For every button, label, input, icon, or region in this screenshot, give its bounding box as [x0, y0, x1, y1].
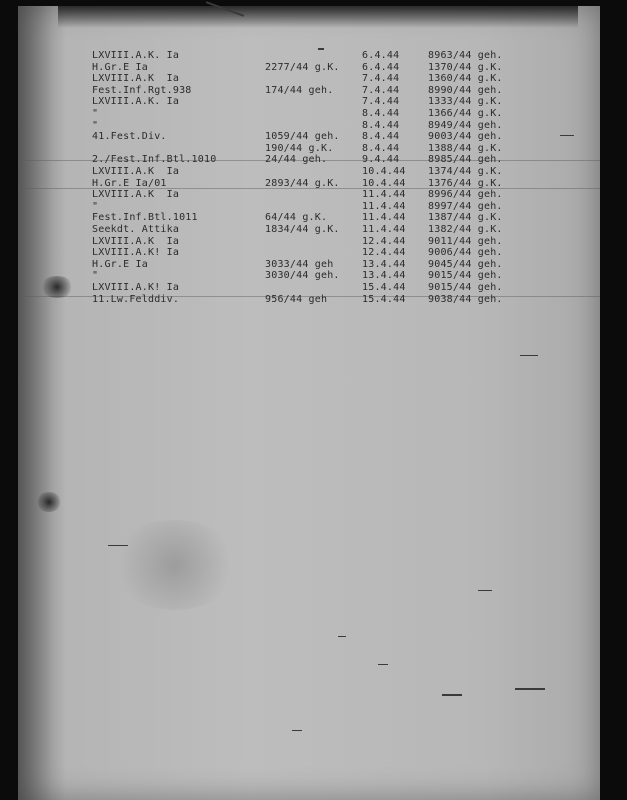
journal-number-cell: 8996/44 geh.	[428, 189, 503, 201]
date-cell: 11.4.44	[362, 189, 406, 201]
journal-number-cell: 9011/44 geh.	[428, 235, 503, 247]
date-cell: 8.4.44	[362, 131, 400, 143]
unit-cell: H.Gr.E Ia/01	[92, 177, 167, 189]
unit-cell: H.Gr.E Ia	[92, 258, 148, 270]
journal-number-cell: 9006/44 geh.	[428, 247, 503, 259]
log-row	[0, 131, 600, 143]
journal-number-cell: 1374/44 g.K.	[428, 166, 503, 177]
unit-cell: LXVIII.A.K. Ia	[92, 50, 180, 61]
reference-cell: 64/44 g.K.	[265, 212, 328, 224]
scan-speck	[560, 135, 574, 136]
log-row	[0, 270, 600, 282]
reference-cell: 1059/44 geh.	[265, 131, 340, 143]
log-row	[0, 201, 600, 213]
reference-cell: 2277/44 g.K.	[265, 61, 340, 73]
journal-number-cell: 8985/44 geh.	[428, 154, 503, 166]
scan-speck	[318, 48, 324, 50]
reference-cell: 174/44 geh.	[265, 84, 334, 96]
journal-number-cell: 9038/44 geh.	[428, 293, 503, 305]
log-row	[0, 154, 600, 166]
date-cell: 11.4.44	[362, 200, 406, 212]
date-cell: 8.4.44	[362, 142, 400, 154]
log-row	[0, 166, 600, 178]
log-row	[0, 96, 600, 108]
date-cell: 6.4.44	[362, 61, 400, 73]
date-cell: 7.4.44	[362, 84, 400, 96]
page-edge-shadow	[58, 6, 578, 28]
date-cell: 8.4.44	[362, 119, 400, 131]
unit-cell: "	[92, 108, 99, 119]
journal-number-cell: 1333/44 g.K.	[428, 96, 503, 108]
unit-cell: LXVIII.A.K! Ia	[92, 247, 180, 259]
scan-speck	[520, 355, 538, 356]
journal-number-cell: 1387/44 g.K.	[428, 212, 503, 224]
date-cell: 15.4.44	[362, 282, 406, 293]
journal-number-cell: 1370/44 g.K.	[428, 61, 503, 73]
log-row	[0, 62, 600, 74]
date-cell: 9.4.44	[362, 154, 400, 166]
date-cell: 8.4.44	[362, 108, 400, 119]
unit-cell: Fest.Inf.Rgt.938	[92, 84, 192, 96]
reference-cell: 956/44 geh	[265, 293, 328, 305]
scan-speck	[378, 664, 388, 665]
unit-cell: LXVIII.A.K Ia	[92, 166, 180, 177]
unit-cell: 2./Fest.Inf.Btl.1010	[92, 154, 217, 166]
log-row	[0, 259, 600, 271]
date-cell: 12.4.44	[362, 235, 406, 247]
scan-speck	[442, 694, 462, 696]
scan-speck	[515, 688, 545, 690]
journal-number-cell: 8997/44 geh.	[428, 200, 503, 212]
log-row	[0, 108, 600, 120]
date-cell: 15.4.44	[362, 293, 406, 305]
scan-speck	[338, 636, 346, 637]
journal-number-cell: 1388/44 g.K.	[428, 142, 503, 154]
log-row	[0, 120, 600, 132]
unit-cell: "	[92, 119, 99, 131]
log-row	[0, 247, 600, 259]
log-row	[0, 50, 600, 62]
date-cell: 12.4.44	[362, 247, 406, 259]
log-row	[0, 212, 600, 224]
journal-number-cell: 8949/44 geh.	[428, 119, 503, 131]
date-cell: 13.4.44	[362, 258, 406, 270]
journal-number-cell: 1376/44 g.K.	[428, 177, 503, 189]
log-row	[0, 143, 600, 155]
log-row	[0, 282, 600, 294]
journal-number-cell: 9015/44 geh.	[428, 270, 503, 282]
scan-speck	[292, 730, 302, 731]
log-row	[0, 178, 600, 190]
journal-number-cell: 1382/44 g.K.	[428, 224, 503, 235]
date-cell: 13.4.44	[362, 270, 406, 282]
log-row	[0, 73, 600, 85]
journal-number-cell: 9003/44 geh.	[428, 131, 503, 143]
journal-number-cell: 8990/44 geh.	[428, 84, 503, 96]
page-smudge	[110, 520, 240, 610]
date-cell: 10.4.44	[362, 177, 406, 189]
unit-cell: "	[92, 270, 99, 282]
date-cell: 11.4.44	[362, 212, 406, 224]
reference-cell: 3030/44 geh.	[265, 270, 340, 282]
journal-number-cell: 9015/44 geh.	[428, 282, 503, 293]
log-row	[0, 189, 600, 201]
reference-cell: 2893/44 g.K.	[265, 177, 340, 189]
log-row	[0, 236, 600, 248]
unit-cell: "	[92, 200, 99, 212]
scan-speck	[478, 590, 492, 591]
unit-cell: H.Gr.E Ia	[92, 61, 148, 73]
unit-cell: Fest.Inf.Btl.1011	[92, 212, 198, 224]
date-cell: 6.4.44	[362, 50, 400, 61]
unit-cell: Seekdt. Attika	[92, 224, 180, 235]
ink-blot	[36, 492, 62, 512]
date-cell: 10.4.44	[362, 166, 406, 177]
journal-number-cell: 8963/44 geh.	[428, 50, 503, 61]
log-row	[0, 85, 600, 97]
scan-speck	[108, 545, 128, 546]
journal-number-cell: 1366/44 g.K.	[428, 108, 503, 119]
journal-number-cell: 1360/44 g.K.	[428, 73, 503, 85]
ink-blot	[40, 276, 74, 298]
log-row	[0, 294, 600, 306]
unit-cell: LXVIII.A.K! Ia	[92, 282, 180, 293]
unit-cell: 41.Fest.Div.	[92, 131, 167, 143]
unit-cell: LXVIII.A.K Ia	[92, 189, 180, 201]
date-cell: 7.4.44	[362, 73, 400, 85]
date-cell: 11.4.44	[362, 224, 406, 235]
journal-number-cell: 9045/44 geh.	[428, 258, 503, 270]
reference-cell: 1834/44 g.K.	[265, 224, 340, 235]
reference-cell: 24/44 geh.	[265, 154, 328, 166]
log-row	[0, 224, 600, 236]
date-cell: 7.4.44	[362, 96, 400, 108]
unit-cell: 11.Lw.Felddiv.	[92, 293, 180, 305]
unit-cell: LXVIII.A.K. Ia	[92, 96, 180, 108]
unit-cell: LXVIII.A.K Ia	[92, 235, 180, 247]
unit-cell: LXVIII.A.K Ia	[92, 73, 180, 85]
reference-cell: 190/44 g.K.	[265, 142, 334, 154]
reference-cell: 3033/44 geh	[265, 258, 334, 270]
